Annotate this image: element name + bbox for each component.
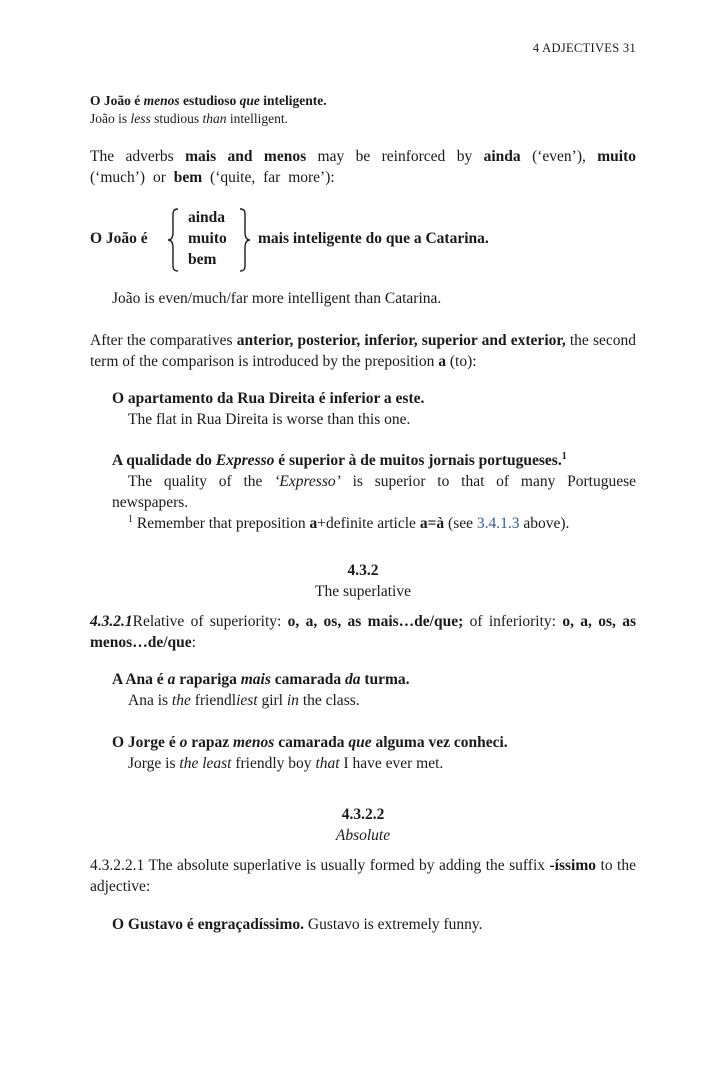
text: (‘quite, far more’): bbox=[202, 169, 335, 186]
text: ‘Expresso’ bbox=[274, 473, 341, 490]
text: 4.3.2.2.1 The absolute superlative is usually formed by adding the suffix bbox=[90, 857, 550, 874]
text: camarada bbox=[274, 734, 349, 751]
text: may be reinforced by bbox=[306, 148, 484, 165]
section-title bbox=[90, 825, 636, 846]
text: (see bbox=[444, 515, 477, 532]
brace-predicate: mais inteligente do que a Catarina. bbox=[258, 230, 489, 247]
example-en bbox=[90, 110, 636, 128]
section-heading-4322 bbox=[90, 804, 636, 846]
paragraph-comparatives bbox=[90, 330, 636, 372]
text: 4.3.2 bbox=[347, 562, 379, 579]
text: menos bbox=[143, 93, 180, 108]
text: inteligente. bbox=[259, 93, 327, 108]
example-superior bbox=[90, 450, 636, 534]
text: iest bbox=[236, 692, 258, 709]
text: intelligent. bbox=[226, 111, 289, 126]
text: que bbox=[239, 93, 260, 108]
example-pt: O Gustavo é engraçadíssimo. bbox=[112, 916, 305, 933]
text: : bbox=[191, 634, 196, 651]
text: é superior à de muitos jornais portugueses. bbox=[274, 452, 562, 469]
example-gustavo bbox=[90, 914, 658, 935]
text: muito bbox=[597, 148, 637, 165]
text: The adverbs bbox=[90, 148, 186, 165]
text: girl bbox=[257, 692, 287, 709]
text: the class. bbox=[298, 692, 360, 709]
brace-example bbox=[90, 207, 636, 273]
text: rapaz bbox=[187, 734, 233, 751]
running-head: 4 ADJECTIVES 31 bbox=[532, 41, 636, 55]
footnote-marker: 1 bbox=[561, 450, 567, 462]
text: mais bbox=[240, 671, 271, 688]
text: (to): bbox=[446, 353, 477, 370]
text: Expresso bbox=[215, 452, 275, 469]
text: da bbox=[344, 671, 361, 688]
text: menos bbox=[232, 734, 275, 751]
book-page bbox=[90, 0, 636, 1092]
brace-options bbox=[188, 207, 227, 270]
section-heading-432 bbox=[90, 560, 636, 602]
text: studious bbox=[150, 111, 203, 126]
text: O Jorge é bbox=[112, 734, 180, 751]
text: rapariga bbox=[175, 671, 241, 688]
text: A qualidade do bbox=[112, 452, 216, 469]
text: a bbox=[309, 515, 318, 532]
text: a bbox=[438, 353, 446, 370]
text: Jorge is bbox=[128, 755, 180, 772]
text: I have ever met. bbox=[339, 755, 444, 772]
text: o, a, os, as mais…de/que; bbox=[287, 613, 464, 630]
text: less bbox=[130, 111, 151, 126]
text: friendl bbox=[190, 692, 237, 709]
paragraph-4321 bbox=[90, 611, 636, 653]
cross-reference-link[interactable]: 3.4.1.3 bbox=[476, 515, 520, 532]
example-en bbox=[90, 753, 636, 774]
brace-translation: João is even/much/far more intelligent than Catarina. bbox=[112, 290, 442, 307]
section-title: The superlative bbox=[315, 583, 411, 600]
example-en bbox=[90, 471, 636, 513]
paragraph-adverbs bbox=[90, 146, 636, 188]
text: o bbox=[179, 734, 188, 751]
example-pt bbox=[90, 388, 636, 409]
text: a=à bbox=[419, 515, 445, 532]
example-ana bbox=[90, 669, 636, 711]
text: than bbox=[202, 111, 227, 126]
example-en: The flat in Rua Direita is worse than this one. bbox=[128, 411, 411, 428]
text: friendly boy bbox=[231, 755, 316, 772]
text: of inferiority: bbox=[463, 613, 563, 630]
section-number bbox=[90, 804, 636, 825]
brace-subject: O João é bbox=[90, 230, 148, 247]
text: João is bbox=[90, 111, 131, 126]
brace-option: ainda bbox=[188, 209, 226, 226]
text: After the comparatives bbox=[90, 332, 237, 349]
text: mais and menos bbox=[185, 148, 307, 165]
text: Ana is bbox=[128, 692, 172, 709]
example-jorge bbox=[90, 732, 636, 774]
example-pt bbox=[90, 92, 636, 110]
example-menos bbox=[90, 92, 636, 128]
brace-option: muito bbox=[188, 230, 227, 247]
text: A Ana é bbox=[112, 671, 168, 688]
example-pt bbox=[90, 732, 636, 753]
text: o, a, os, as menos…de/que bbox=[90, 613, 636, 651]
text: 4.3.2.1 bbox=[90, 613, 133, 630]
example-en: Gustavo is extremely funny. bbox=[304, 916, 483, 933]
text: bem bbox=[173, 169, 203, 186]
text: turma. bbox=[360, 671, 410, 688]
text: Remember that preposition bbox=[133, 515, 310, 532]
footnote-number: 1 bbox=[128, 513, 133, 525]
text: the least bbox=[179, 755, 232, 772]
example-pt bbox=[90, 669, 636, 690]
example-pt bbox=[90, 450, 636, 471]
text: O João é bbox=[90, 93, 144, 108]
paragraph-43221 bbox=[90, 855, 636, 897]
left-brace-icon bbox=[166, 207, 180, 273]
text: 4.3.2.2 bbox=[341, 806, 385, 823]
brace-option: bem bbox=[188, 251, 217, 268]
text: is superior to that of many Portuguese newspapers. bbox=[112, 473, 636, 511]
text: ainda bbox=[483, 148, 521, 165]
text: the second term of the comparison is introduced by the preposition bbox=[90, 332, 636, 370]
text: to the adjective: bbox=[90, 857, 636, 895]
section-number bbox=[90, 560, 636, 581]
text: in bbox=[286, 692, 299, 709]
text: the bbox=[171, 692, 191, 709]
example-inferior bbox=[90, 388, 636, 430]
footnote bbox=[90, 513, 636, 534]
text: (‘much’) or bbox=[90, 169, 174, 186]
text: The quality of the bbox=[128, 473, 275, 490]
text: (‘even’), bbox=[520, 148, 598, 165]
text: Absolute bbox=[335, 827, 391, 844]
text: estudioso bbox=[179, 93, 240, 108]
text: -íssimo bbox=[549, 857, 597, 874]
text: Relative of superiority: bbox=[132, 613, 288, 630]
right-brace-icon bbox=[238, 207, 252, 273]
text: anterior, posterior, inferior, superior and exterior, bbox=[236, 332, 566, 349]
text: a bbox=[167, 671, 176, 688]
text: above). bbox=[519, 515, 570, 532]
example-en bbox=[90, 690, 636, 711]
text: +definite article bbox=[317, 515, 420, 532]
text: O apartamento da Rua Direita é inferior a este. bbox=[112, 390, 425, 407]
text: que bbox=[348, 734, 372, 751]
text: alguma vez conheci. bbox=[371, 734, 508, 751]
text: that bbox=[315, 755, 340, 772]
text: camarada bbox=[270, 671, 345, 688]
